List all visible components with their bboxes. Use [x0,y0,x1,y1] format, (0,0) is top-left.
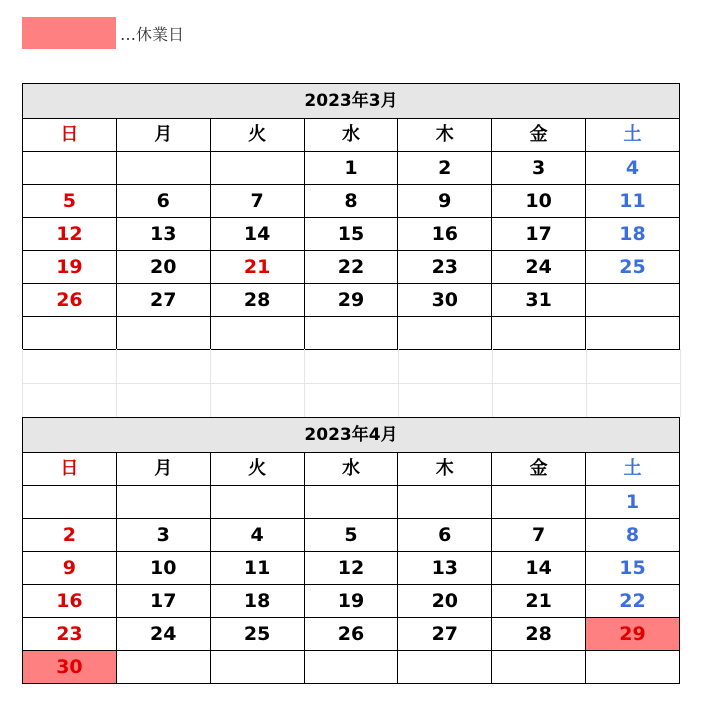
day-cell: 13 [398,552,492,585]
day-cell: 25 [210,618,304,651]
empty-cell [492,317,586,350]
day-cell: 19 [23,251,117,284]
day-cell: 17 [492,218,586,251]
day-cell: 29 [586,618,680,651]
empty-cell [398,486,492,519]
day-cell: 10 [116,552,210,585]
gridline [398,349,399,417]
day-cell: 3 [492,152,586,185]
day-cell: 1 [586,486,680,519]
day-cell: 8 [304,185,398,218]
weekday-header-row [23,453,680,486]
day-cell: 22 [304,251,398,284]
day-cell: 14 [210,218,304,251]
day-cell: 11 [586,185,680,218]
day-cell: 1 [304,152,398,185]
weekday-header: 土 [586,453,680,486]
day-cell: 5 [23,185,117,218]
spreadsheet-gridlines [22,349,680,417]
calendar-title: 2023年3月 [23,84,680,119]
day-cell: 29 [304,284,398,317]
day-cell: 14 [492,552,586,585]
empty-cell [210,486,304,519]
weekday-header: 水 [304,453,398,486]
day-cell: 22 [586,585,680,618]
day-cell: 9 [398,185,492,218]
legend-label: …休業日 [120,24,185,44]
weekday-header: 月 [116,453,210,486]
day-cell: 28 [492,618,586,651]
empty-cell [116,486,210,519]
day-cell: 15 [304,218,398,251]
day-cell: 26 [23,284,117,317]
day-cell: 27 [116,284,210,317]
day-cell: 20 [116,251,210,284]
gridline [680,349,681,417]
week-row [23,317,680,350]
empty-cell [210,317,304,350]
day-cell: 2 [398,152,492,185]
day-cell: 17 [116,585,210,618]
empty-cell [492,651,586,684]
weekday-header: 火 [210,119,304,152]
day-cell: 8 [586,519,680,552]
day-cell: 6 [116,185,210,218]
day-cell: 11 [210,552,304,585]
day-cell: 23 [398,251,492,284]
day-cell: 30 [398,284,492,317]
day-cell: 9 [23,552,117,585]
empty-cell [116,152,210,185]
day-cell: 3 [116,519,210,552]
weekday-header: 月 [116,119,210,152]
day-cell: 4 [586,152,680,185]
day-cell: 16 [23,585,117,618]
week-row [23,218,680,251]
empty-cell [210,152,304,185]
day-cell: 25 [586,251,680,284]
day-cell: 7 [492,519,586,552]
day-cell: 7 [210,185,304,218]
gridline [22,383,680,384]
day-cell: 30 [23,651,117,684]
day-cell: 18 [210,585,304,618]
gridline [586,349,587,417]
week-row [23,585,680,618]
gridline [116,349,117,417]
weekday-header: 日 [23,453,117,486]
day-cell: 31 [492,284,586,317]
empty-cell [23,152,117,185]
gridline [304,349,305,417]
week-row [23,486,680,519]
week-row [23,284,680,317]
week-row [23,519,680,552]
empty-cell [23,317,117,350]
day-cell: 6 [398,519,492,552]
day-cell: 20 [398,585,492,618]
week-row [23,618,680,651]
day-cell: 24 [116,618,210,651]
empty-cell [398,317,492,350]
day-cell: 21 [492,585,586,618]
empty-cell [304,651,398,684]
calendar-march [22,83,680,350]
day-cell: 19 [304,585,398,618]
empty-cell [116,317,210,350]
weekday-header: 木 [398,119,492,152]
empty-cell [210,651,304,684]
day-cell: 12 [23,218,117,251]
day-cell: 26 [304,618,398,651]
week-row [23,651,680,684]
day-cell: 15 [586,552,680,585]
day-cell: 4 [210,519,304,552]
calendar-april [22,417,680,684]
day-cell: 2 [23,519,117,552]
weekday-header: 金 [492,119,586,152]
week-row [23,152,680,185]
day-cell: 10 [492,185,586,218]
day-cell: 28 [210,284,304,317]
gridline [22,349,23,417]
empty-cell [116,651,210,684]
week-row [23,552,680,585]
day-cell: 27 [398,618,492,651]
empty-cell [304,317,398,350]
weekday-header: 水 [304,119,398,152]
empty-cell [492,486,586,519]
weekday-header: 金 [492,453,586,486]
empty-cell [586,651,680,684]
empty-cell [586,284,680,317]
day-cell: 5 [304,519,398,552]
day-cell: 24 [492,251,586,284]
day-cell: 21 [210,251,304,284]
closed-day-swatch [22,17,116,49]
weekday-header: 火 [210,453,304,486]
weekday-header: 日 [23,119,117,152]
empty-cell [398,651,492,684]
day-cell: 12 [304,552,398,585]
day-cell: 16 [398,218,492,251]
empty-cell [586,317,680,350]
week-row [23,185,680,218]
weekday-header-row [23,119,680,152]
legend [22,17,184,49]
weekday-header: 土 [586,119,680,152]
week-row [23,251,680,284]
day-cell: 13 [116,218,210,251]
empty-cell [23,486,117,519]
day-cell: 23 [23,618,117,651]
day-cell: 18 [586,218,680,251]
weekday-header: 木 [398,453,492,486]
gridline [210,349,211,417]
calendar-title: 2023年4月 [23,418,680,453]
empty-cell [304,486,398,519]
gridline [492,349,493,417]
